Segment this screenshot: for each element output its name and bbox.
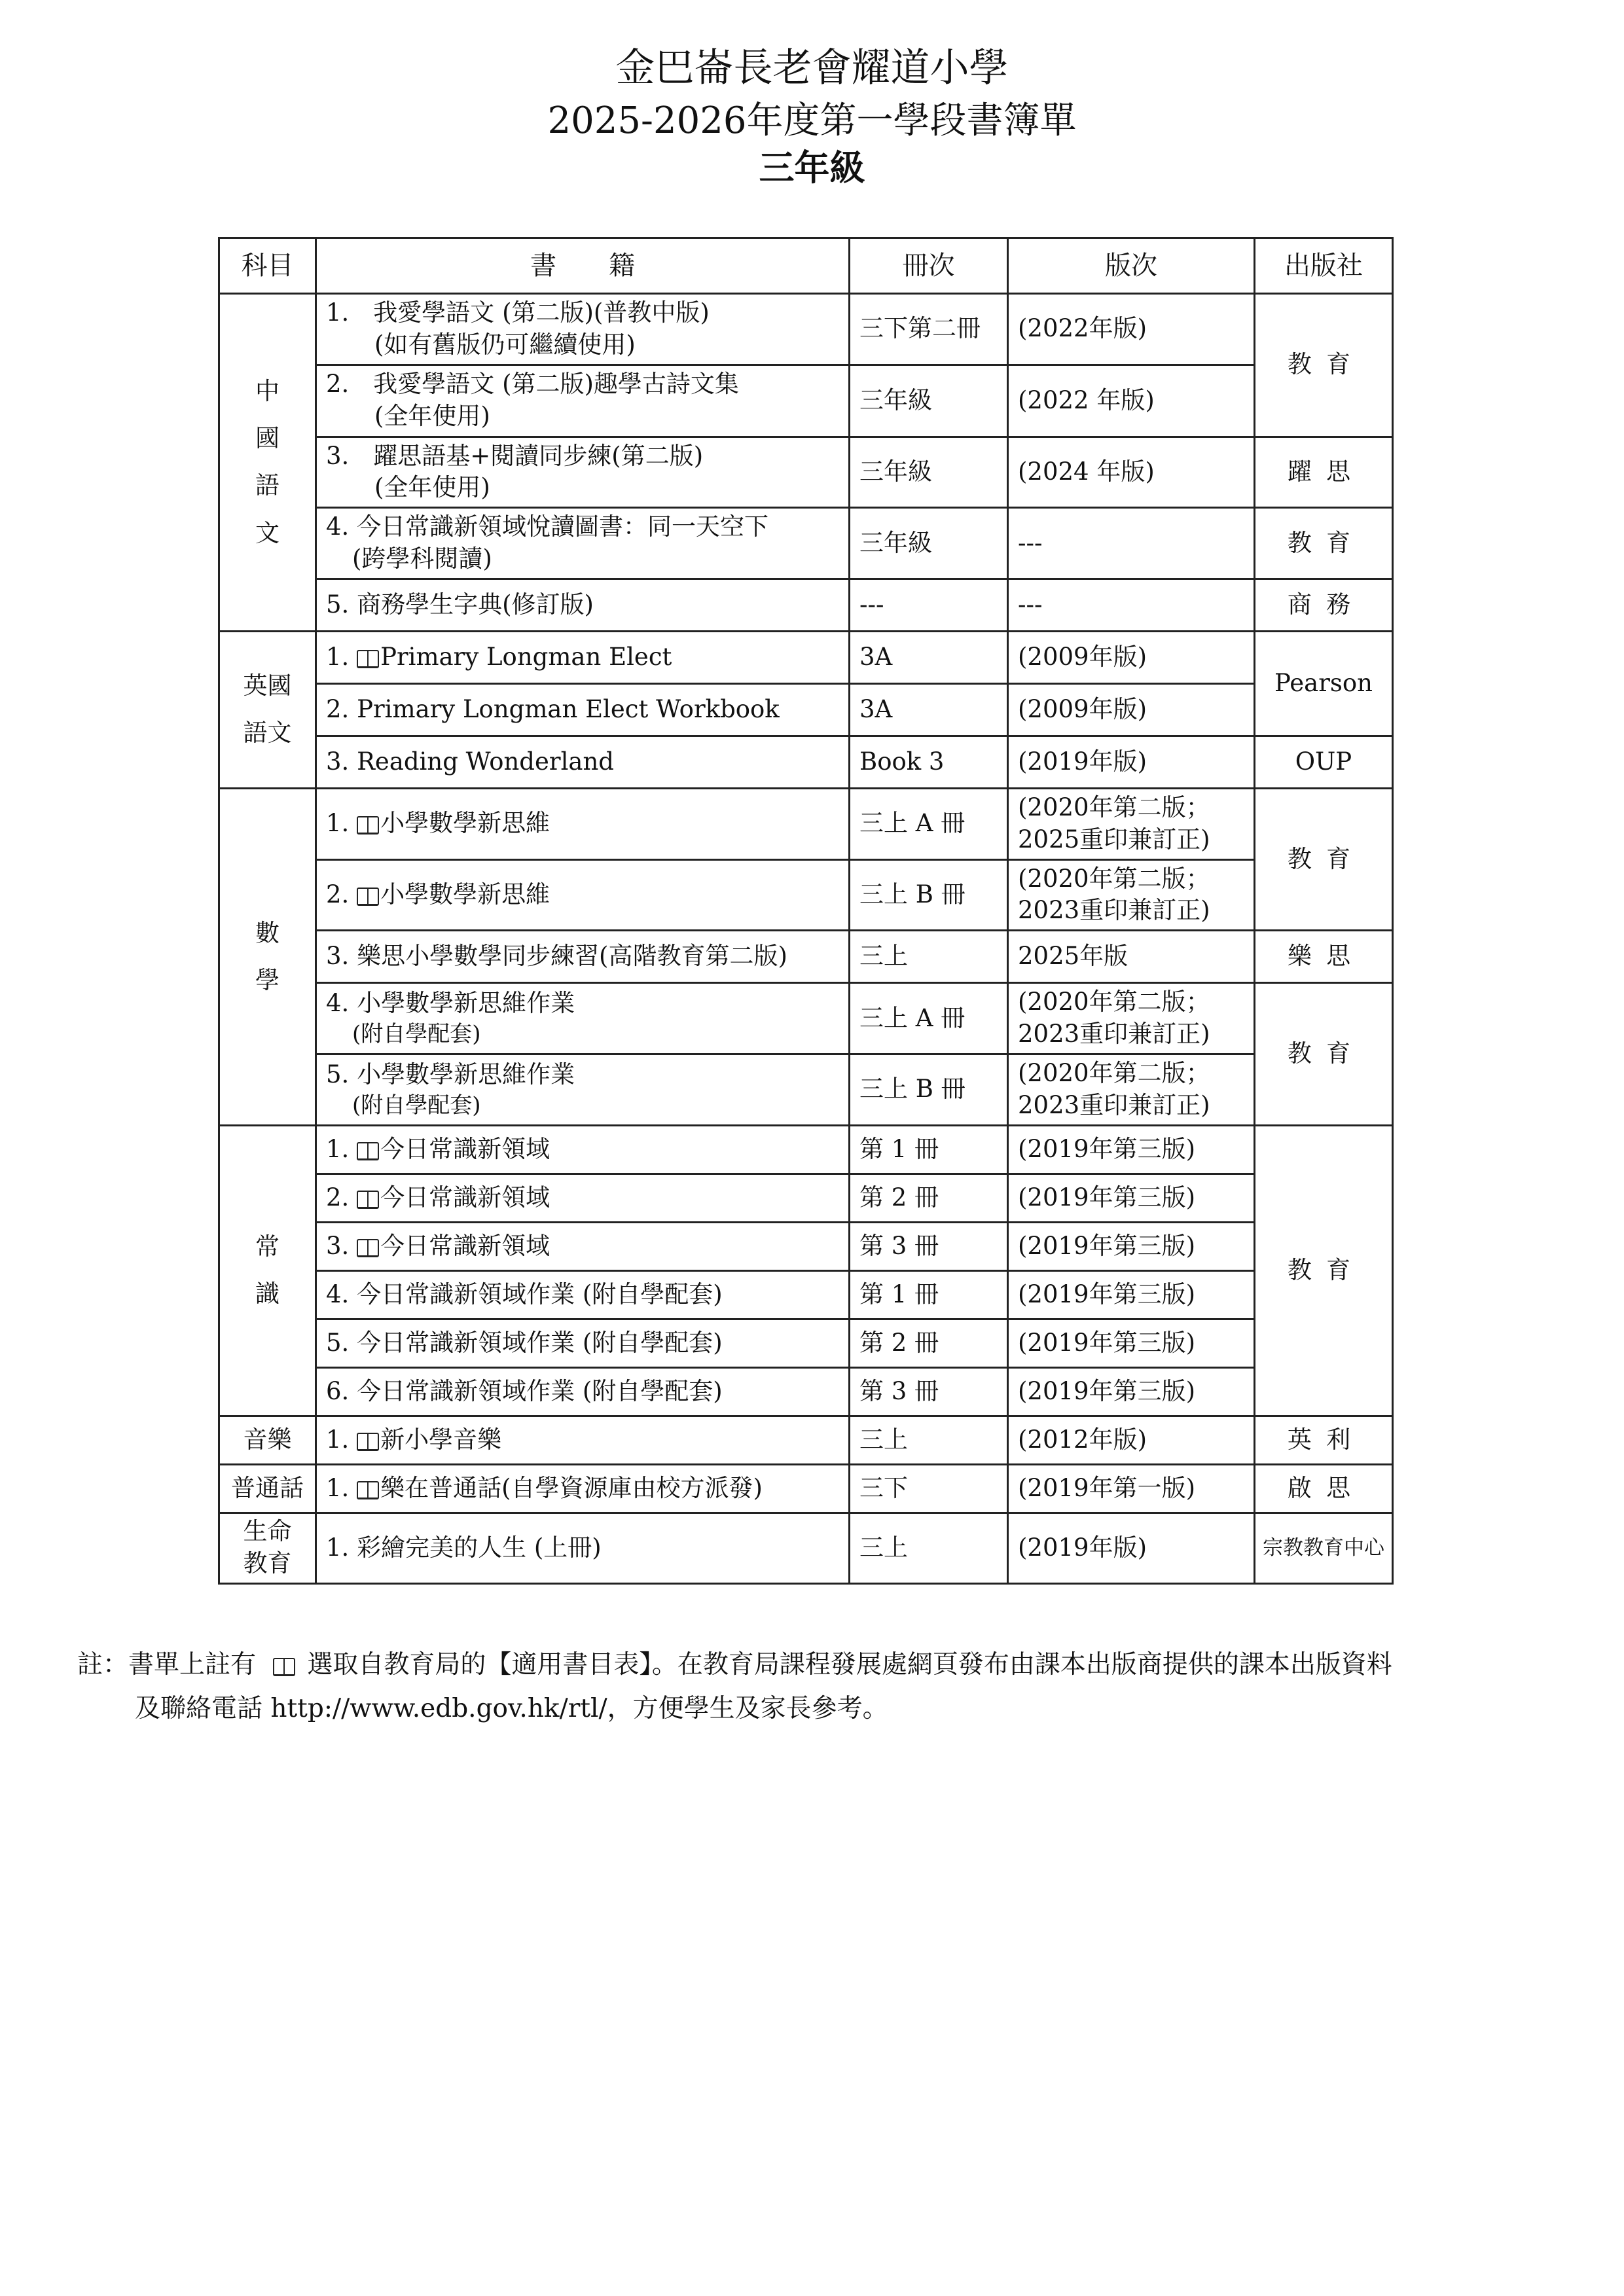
publisher-cell: 教育 [1255,983,1393,1125]
header-volume: 冊次 [850,238,1008,294]
table-row [219,1054,1393,1125]
table-row [219,1125,1393,1174]
edition-cell: (2019年第一版) [1008,1464,1255,1513]
book-icon [357,1142,379,1159]
volume-cell: 三上 B 冊 [850,1054,1008,1125]
book-cell: 3. 今日常識新領域 [316,1222,850,1270]
table-row [219,1174,1393,1222]
table-row [219,1222,1393,1270]
book-cell: 5. 今日常識新領域作業 (附自學配套) [316,1319,850,1367]
volume-cell: Book 3 [850,736,1008,788]
edition-cell: (2019年第三版) [1008,1222,1255,1270]
volume-cell: 三年級 [850,365,1008,437]
edition-cell: (2022年版) [1008,294,1255,365]
school-name: 金巴崙長老會耀道小學 [615,45,1009,91]
table-row [219,631,1393,683]
publisher-cell: OUP [1255,736,1393,788]
subject-life-education: 生命 教育 [219,1513,316,1583]
table-row [219,437,1393,508]
book-icon [357,1481,379,1498]
volume-cell: 三上 B 冊 [850,859,1008,931]
edition-cell: 2025年版 [1008,931,1255,983]
volume-cell: 第 3 冊 [850,1222,1008,1270]
footnote: 註：書單上註有 選取自教育局的【適用書目表】。在教育局課程發展處網頁發布由課本出版商提供的課本出版資料 及聯絡電話 http://www.edb.gov.hk/rtl/，方便學生及家長參考。 [77,1650,1392,1724]
edition-cell: (2020年第二版； 2025重印兼訂正) [1008,788,1255,859]
header-book: 書 籍 [316,238,850,294]
table-row [219,683,1393,736]
publisher-cell: 商務 [1255,579,1393,631]
header-publisher: 出版社 [1255,238,1393,294]
volume-cell: --- [850,579,1008,631]
edition-cell: (2020年第二版； 2023重印兼訂正) [1008,1054,1255,1125]
volume-cell: 三上 A 冊 [850,788,1008,859]
publisher-cell: 教育 [1255,508,1393,579]
book-cell: 1. Primary Longman Elect [316,631,850,683]
table-row [219,1513,1393,1583]
subject-english: 英國 語文 [219,631,316,788]
edition-cell: --- [1008,579,1255,631]
booklist-title: 2025-2026年度第一學段書簿單 [547,99,1077,142]
publisher-cell: 宗教教育中心 [1255,1513,1393,1583]
edition-cell: (2019年第三版) [1008,1270,1255,1319]
book-cell: 4. 今日常識新領域悅讀圖書：同一天空下 (跨學科閱讀) [316,508,850,579]
volume-cell: 第 2 冊 [850,1174,1008,1222]
volume-cell: 三上 [850,1416,1008,1464]
book-cell: 2. Primary Longman Elect Workbook [316,683,850,736]
subject-music: 音樂 [219,1416,316,1464]
table-header-row [219,238,1393,294]
edition-cell: (2020年第二版； 2023重印兼訂正) [1008,859,1255,931]
table-row [219,1464,1393,1513]
table-row [219,983,1393,1054]
volume-cell: 三上 A 冊 [850,983,1008,1054]
table-row [219,508,1393,579]
table-row [219,788,1393,859]
book-icon [357,1239,379,1256]
book-cell: 3. Reading Wonderland [316,736,850,788]
book-cell: 1. 新小學音樂 [316,1416,850,1464]
table-row [219,1270,1393,1319]
edition-cell: (2019年第三版) [1008,1174,1255,1222]
table-row [219,736,1393,788]
edition-cell: (2022 年版) [1008,365,1255,437]
subject-math: 數 學 [219,788,316,1125]
volume-cell: 第 3 冊 [850,1367,1008,1416]
table-row [219,1367,1393,1416]
book-cell: 1. 小學數學新思維 [316,788,850,859]
edition-cell: (2009年版) [1008,631,1255,683]
edition-cell: (2024 年版) [1008,437,1255,508]
volume-cell: 第 1 冊 [850,1125,1008,1174]
volume-cell: 3A [850,631,1008,683]
book-cell: 2. 小學數學新思維 [316,859,850,931]
book-cell: 4. 小學數學新思維作業 (附自學配套) [316,983,850,1054]
booklist-table [218,237,1394,1585]
book-cell: 2. 今日常識新領域 [316,1174,850,1222]
subject-chinese: 中 國 語 文 [219,294,316,632]
publisher-cell: 啟思 [1255,1464,1393,1513]
book-icon [357,1191,379,1208]
volume-cell: 三年級 [850,437,1008,508]
publisher-cell: 教育 [1255,294,1393,437]
edition-cell: (2012年版) [1008,1416,1255,1464]
volume-cell: 三上 [850,931,1008,983]
publisher-cell: 樂思 [1255,931,1393,983]
book-cell: 1. 彩繪完美的人生 (上冊) [316,1513,850,1583]
edition-cell: (2009年版) [1008,683,1255,736]
table-row [219,294,1393,365]
book-icon [357,1433,379,1450]
book-cell: 3. 樂思小學數學同步練習(高階教育第二版) [316,931,850,983]
book-icon [357,650,379,667]
volume-cell: 三下第二冊 [850,294,1008,365]
publisher-cell: Pearson [1255,631,1393,736]
publisher-cell: 教育 [1255,788,1393,930]
book-cell: 5. 小學數學新思維作業 (附自學配套) [316,1054,850,1125]
header-edition: 版次 [1008,238,1255,294]
header-subject: 科目 [219,238,316,294]
edition-cell: (2020年第二版； 2023重印兼訂正) [1008,983,1255,1054]
table-row [219,579,1393,631]
publisher-cell: 教育 [1255,1125,1393,1416]
edition-cell: (2019年第三版) [1008,1319,1255,1367]
book-cell: 4. 今日常識新領域作業 (附自學配套) [316,1270,850,1319]
edition-cell: (2019年第三版) [1008,1125,1255,1174]
table-row [219,1319,1393,1367]
book-cell: 2. 我愛學語文 (第二版)趣學古詩文集 (全年使用) [316,365,850,437]
book-cell: 1. 樂在普通話(自學資源庫由校方派發) [316,1464,850,1513]
volume-cell: 三年級 [850,508,1008,579]
subject-putonghua: 普通話 [219,1464,316,1513]
table-row [219,365,1393,437]
edition-cell: (2019年版) [1008,1513,1255,1583]
volume-cell: 第 1 冊 [850,1270,1008,1319]
volume-cell: 3A [850,683,1008,736]
volume-cell: 第 2 冊 [850,1319,1008,1367]
book-cell: 1. 我愛學語文 (第二版)(普教中版) (如有舊版仍可繼續使用) [316,294,850,365]
volume-cell: 三下 [850,1464,1008,1513]
table-row [219,859,1393,931]
subject-general-studies: 常 識 [219,1125,316,1416]
publisher-cell: 躍思 [1255,437,1393,508]
book-cell: 3. 躍思語基+閱讀同步練(第二版) (全年使用) [316,437,850,508]
table-row [219,931,1393,983]
edition-cell: --- [1008,508,1255,579]
table-row [219,1416,1393,1464]
book-icon [273,1658,295,1675]
grade-title: 三年級 [759,147,865,188]
book-cell: 1. 今日常識新領域 [316,1125,850,1174]
publisher-cell: 英利 [1255,1416,1393,1464]
volume-cell: 三上 [850,1513,1008,1583]
book-cell: 6. 今日常識新領域作業 (附自學配套) [316,1367,850,1416]
edition-cell: (2019年版) [1008,736,1255,788]
book-icon [357,816,379,833]
book-cell: 5. 商務學生字典(修訂版) [316,579,850,631]
edition-cell: (2019年第三版) [1008,1367,1255,1416]
book-icon [357,888,379,905]
